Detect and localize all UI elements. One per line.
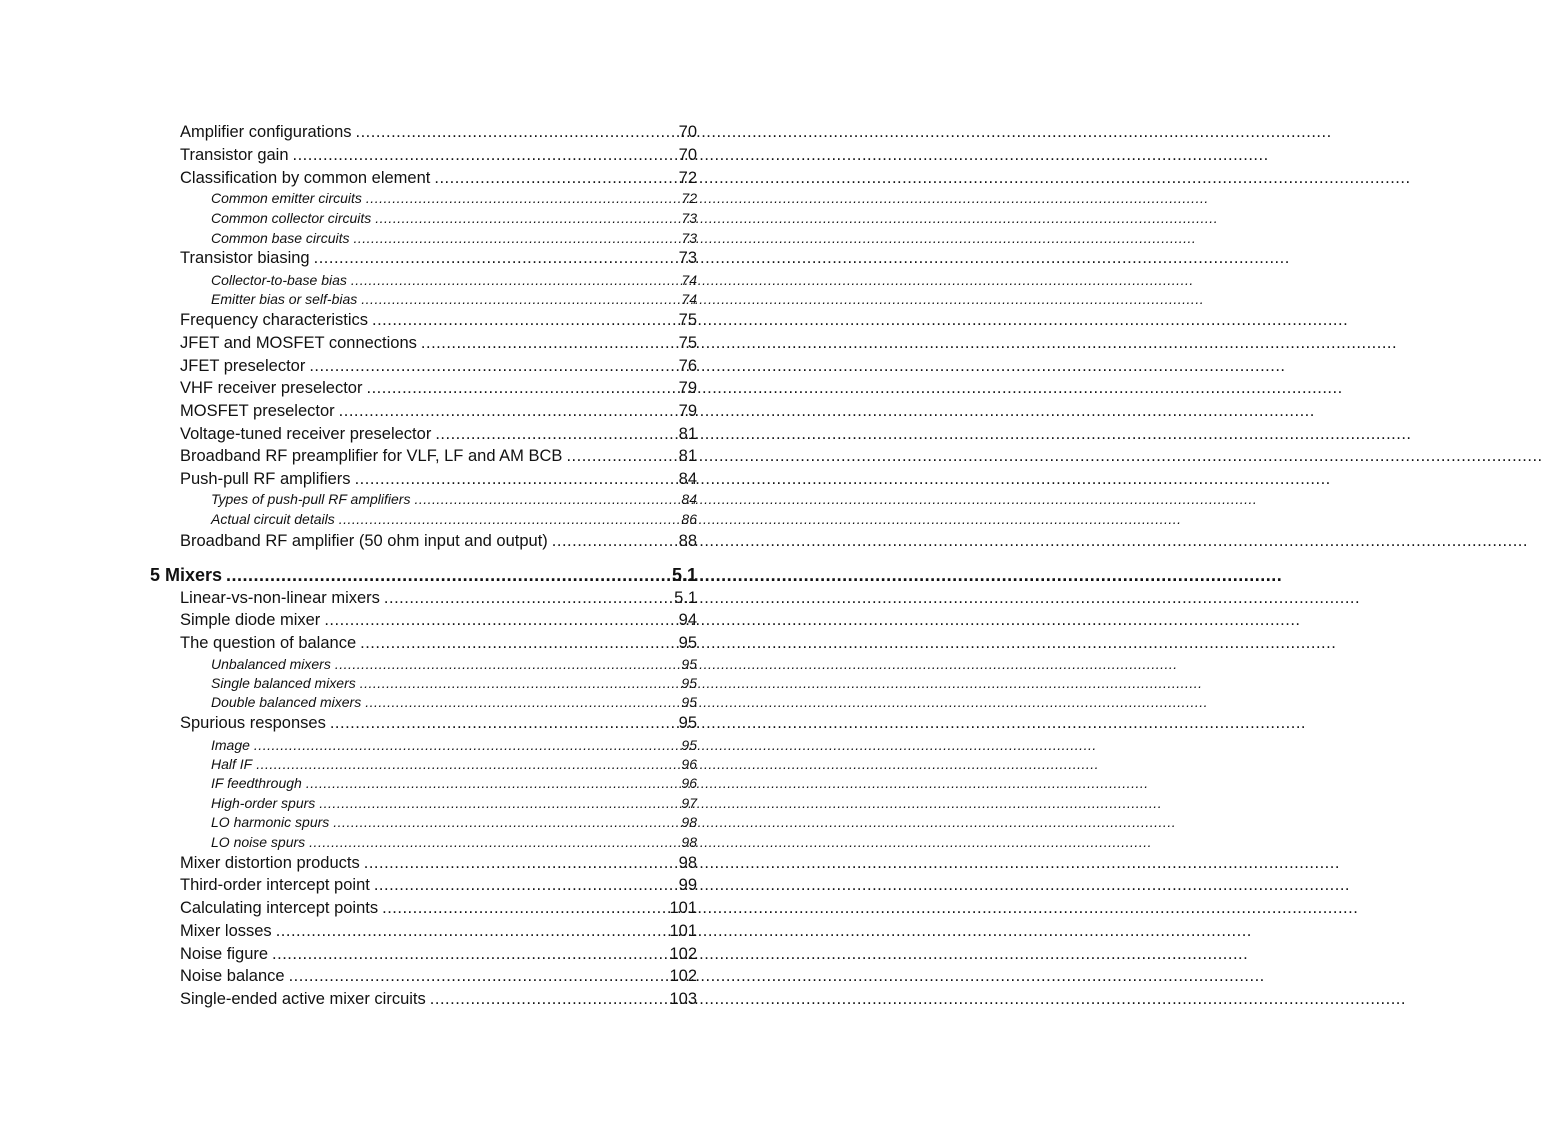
toc-entry-title: Double balanced mixers — [211, 694, 362, 710]
toc-entry-title: Classification by common element — [180, 169, 431, 187]
toc-page-number: 76 — [678, 357, 697, 375]
toc-page-number: 101 — [669, 922, 697, 940]
chapter-heading — [150, 565, 631, 587]
toc-entry — [180, 899, 631, 919]
toc-page-number: 74 — [681, 291, 697, 307]
toc-entry-title: Broadband RF preamplifier for VLF, LF and AM BCB — [180, 447, 563, 465]
toc-entry — [180, 922, 631, 942]
toc-entry — [180, 589, 631, 609]
toc-entry-title: JFET preselector — [180, 357, 306, 375]
toc-page-number: 95 — [681, 675, 697, 691]
toc-page-number: 79 — [678, 402, 697, 420]
toc-entry — [180, 634, 631, 654]
toc-page-number: 98 — [681, 814, 697, 830]
toc-page-number: 97 — [681, 795, 697, 811]
toc-entry — [211, 756, 631, 773]
toc-entry-title: Mixer distortion products — [180, 854, 360, 872]
dot-leader — [276, 922, 1252, 941]
dot-leader — [289, 967, 1265, 986]
toc-entry — [180, 402, 631, 422]
toc-page-number: 74 — [681, 272, 697, 288]
dot-leader — [366, 379, 1342, 398]
dot-leader — [552, 532, 1528, 551]
toc-page-number: 96 — [681, 756, 697, 772]
toc-entry — [211, 190, 631, 207]
toc-entry-title: Single-ended active mixer circuits — [180, 990, 426, 1008]
toc-entry — [180, 334, 631, 354]
dot-leader — [360, 634, 1336, 653]
toc-entry-title: Spurious responses — [180, 714, 326, 732]
toc-page-number: 72 — [681, 190, 697, 206]
toc-page-number: 102 — [669, 945, 697, 963]
toc-page-number: 84 — [678, 470, 697, 488]
toc-entry-title: IF feedthrough — [211, 775, 302, 791]
toc-entry — [180, 425, 631, 445]
toc-entry-title: Frequency characteristics — [180, 311, 368, 329]
toc-entry — [180, 249, 631, 269]
toc-page-number: 81 — [678, 425, 697, 443]
dot-leader — [372, 311, 1348, 330]
toc-entry — [180, 311, 631, 331]
dot-leader — [226, 565, 1282, 586]
dot-leader — [339, 511, 1182, 527]
toc-entry-title: JFET and MOSFET connections — [180, 334, 417, 352]
toc-entry — [180, 990, 631, 1010]
dot-leader — [361, 291, 1204, 307]
toc-entry-title: Linear-vs-non-linear mixers — [180, 589, 380, 607]
toc-entry-title: Single balanced mixers — [211, 675, 356, 691]
dot-leader — [384, 589, 1360, 608]
dot-leader — [355, 470, 1331, 489]
dot-leader — [374, 876, 1350, 895]
toc-page-number: 75 — [678, 334, 697, 352]
toc-entry — [211, 491, 631, 508]
toc-page-number: 70 — [678, 123, 697, 141]
toc-entry-title: Common emitter circuits — [211, 190, 362, 206]
toc-entry-title: Noise figure — [180, 945, 269, 963]
dot-leader — [382, 899, 1358, 918]
dot-leader — [319, 795, 1162, 811]
toc-entry-title: MOSFET preselector — [180, 402, 335, 420]
toc-entry — [211, 814, 631, 831]
toc-entry — [211, 511, 631, 528]
dot-leader — [365, 694, 1208, 710]
toc-entry — [211, 795, 631, 812]
toc-page-number: 102 — [669, 967, 697, 985]
toc-page-number: 75 — [678, 311, 697, 329]
toc-entry-title: Common collector circuits — [211, 210, 372, 226]
toc-page-number: 99 — [678, 876, 697, 894]
toc-entry-title: High-order spurs — [211, 795, 316, 811]
toc-entry — [180, 123, 631, 143]
toc-page-number: 72 — [678, 169, 697, 187]
toc-entry-title: Mixer losses — [180, 922, 272, 940]
dot-leader — [330, 714, 1306, 733]
dot-leader — [293, 146, 1269, 165]
toc-entry — [211, 656, 631, 673]
toc-entry — [180, 876, 631, 896]
toc-entry — [180, 169, 631, 189]
toc-entry — [211, 230, 631, 247]
toc-entry-title: The question of balance — [180, 634, 357, 652]
toc-entry — [180, 967, 631, 987]
toc-entry-title: Unbalanced mixers — [211, 656, 331, 672]
toc-page-number: 84 — [681, 491, 697, 507]
dot-leader — [351, 272, 1194, 288]
toc-entry — [180, 714, 631, 734]
toc-page-number: 73 — [681, 210, 697, 226]
dot-leader — [324, 611, 1300, 630]
toc-entry — [180, 945, 631, 965]
toc-page-number: 86 — [681, 511, 697, 527]
dot-leader — [421, 334, 1397, 353]
toc-page-number: 101 — [669, 899, 697, 917]
toc-entry-title: Emitter bias or self-bias — [211, 291, 358, 307]
toc-entry — [211, 675, 631, 692]
dot-leader — [430, 990, 1406, 1009]
dot-leader — [360, 675, 1203, 691]
toc-entry-title: Half IF — [211, 756, 253, 772]
toc-entry — [211, 694, 631, 711]
dot-leader — [375, 210, 1218, 226]
dot-leader — [306, 775, 1149, 791]
toc-entry-title: Actual circuit details — [211, 511, 335, 527]
dot-leader — [314, 249, 1290, 268]
toc-page-number: 73 — [678, 249, 697, 267]
toc-entry — [180, 146, 631, 166]
toc-entry — [211, 737, 631, 754]
toc-entry — [180, 470, 631, 490]
dot-leader — [434, 169, 1410, 188]
dot-leader — [335, 656, 1178, 672]
toc-page-number: 95 — [681, 737, 697, 753]
toc-page-number: 103 — [669, 990, 697, 1008]
toc-entry-title: Amplifier configurations — [180, 123, 352, 141]
toc-entry — [211, 775, 631, 792]
toc-entry-title: VHF receiver preselector — [180, 379, 363, 397]
toc-entry — [180, 854, 631, 874]
toc-entry — [180, 447, 631, 467]
dot-leader — [356, 123, 1332, 142]
toc-page-number: 98 — [678, 854, 697, 872]
toc-page-number: 5.1 — [674, 589, 697, 607]
toc-page-number: 98 — [681, 834, 697, 850]
toc-entry-title: Types of push-pull RF amplifiers — [211, 491, 411, 507]
dot-leader — [366, 190, 1209, 206]
toc-page-number: 73 — [681, 230, 697, 246]
toc-page-number: 95 — [681, 694, 697, 710]
dot-leader — [309, 357, 1285, 376]
toc-page-number: 79 — [678, 379, 697, 397]
toc-page-number: 95 — [678, 714, 697, 732]
toc-page-number: 81 — [678, 447, 697, 465]
toc-entry — [180, 379, 631, 399]
dot-leader — [272, 945, 1248, 964]
toc-entry — [211, 291, 631, 308]
toc-entry — [180, 611, 631, 631]
toc-entry-title: Broadband RF amplifier (50 ohm input and output) — [180, 532, 548, 550]
toc-entry-title: Common base circuits — [211, 230, 350, 246]
toc-entry — [211, 834, 631, 851]
toc-entry-title: Push-pull RF amplifiers — [180, 470, 351, 488]
toc-page-number: 70 — [678, 146, 697, 164]
toc-entry-title: Image — [211, 737, 250, 753]
toc-page-number: 95 — [681, 656, 697, 672]
dot-leader — [354, 230, 1197, 246]
toc-entry-title: Calculating intercept points — [180, 899, 379, 917]
toc-page-number: 94 — [678, 611, 697, 629]
toc-entry-title: Transistor biasing — [180, 249, 310, 267]
toc-entry-title: Voltage-tuned receiver preselector — [180, 425, 432, 443]
dot-leader — [566, 447, 1542, 466]
toc-entry-title: Collector-to-base bias — [211, 272, 347, 288]
toc-page-number: 5.1 — [671, 565, 697, 585]
toc-page-number: 96 — [681, 775, 697, 791]
toc-entry-title: Simple diode mixer — [180, 611, 321, 629]
dot-leader — [435, 425, 1411, 444]
toc-entry-title: LO harmonic spurs — [211, 814, 330, 830]
dot-leader — [364, 854, 1340, 873]
dot-leader — [339, 402, 1315, 421]
toc-entry-title: Transistor gain — [180, 146, 289, 164]
toc-entry — [180, 532, 631, 552]
toc-page-number: 88 — [678, 532, 697, 550]
toc-entry — [211, 210, 631, 227]
toc-entry-title: LO noise spurs — [211, 834, 306, 850]
toc-entry-title: Noise balance — [180, 967, 285, 985]
dot-leader — [414, 491, 1257, 507]
toc-entry — [211, 272, 631, 289]
toc-entry-title: Third-order intercept point — [180, 876, 370, 894]
toc-entry — [180, 357, 631, 377]
toc-entry-title: 5 Mixers — [150, 565, 223, 585]
dot-leader — [333, 814, 1176, 830]
toc-page-number: 95 — [678, 634, 697, 652]
dot-leader — [309, 834, 1152, 850]
